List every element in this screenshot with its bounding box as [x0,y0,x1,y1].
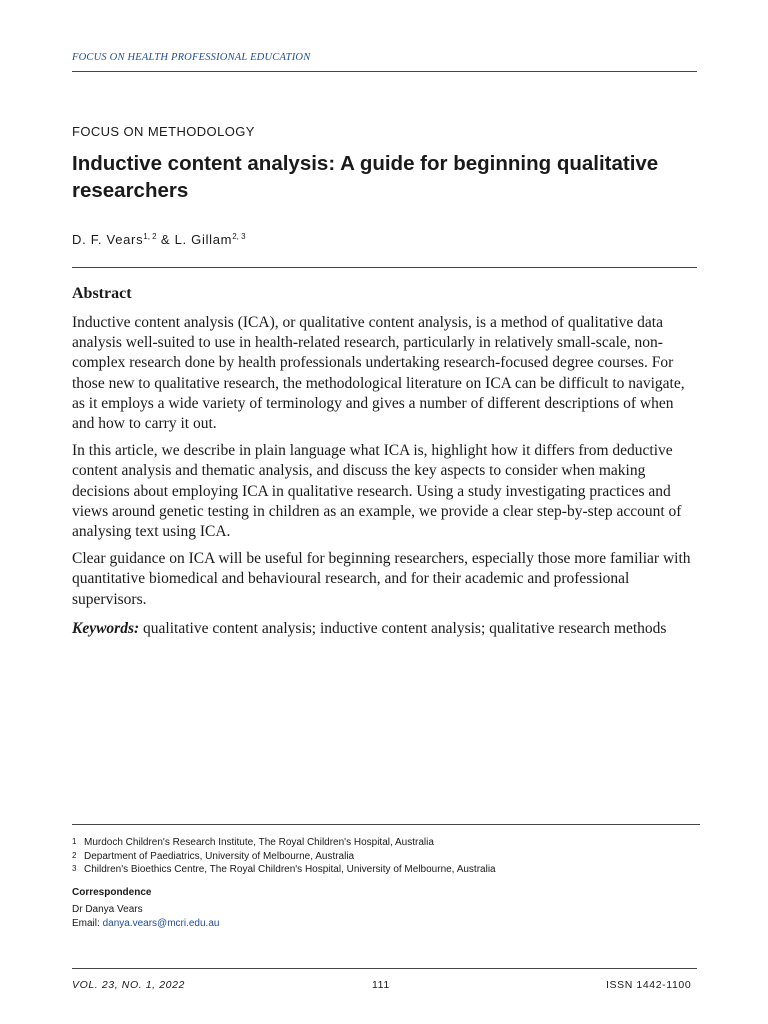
correspondence-name: Dr Danya Vears [72,904,143,915]
footer-divider [72,968,697,969]
email-link[interactable]: danya.vears@mcri.edu.au [102,917,220,929]
author-line [72,232,246,247]
article-title: Inductive content analysis: A guide for beginning qualitative researchers [72,152,659,202]
email-label: Email: [72,917,100,929]
page-number: 111 [372,979,390,991]
abstract-paragraph: In this article, we describe in plain language what ICA is, highlight how it differs from deductive content analysis and thematic analysis, and discuss the key aspects to consider when making decisions about employing ICA in qualitative research. Using a study investigating practices and views around genetic testing in children as an example, we provide a clear step-by-step account of analysing text using ICA. [72,442,682,541]
footnote-divider [72,824,700,825]
footnote-text: Department of Paediatrics, University of Melbourne, Australia [84,850,355,862]
footnote-item [72,836,698,850]
footnotes-section [72,836,698,930]
footnote-item [72,863,698,877]
correspondence-heading: Correspondence [72,886,152,898]
author-separator: & [156,232,175,247]
authors-divider [72,267,697,268]
abstract-section [72,284,698,646]
abstract-paragraph: Inductive content analysis (ICA), or qualitative content analysis, is a method of qualitative data analysis well-suited to use in health-related research, particularly in relatively small-scale, non-complex research done by health professionals undertaking research-focused degree courses. For those new to qualitative research, the methodological literature on ICA can be difficult to navigate, as it employs a wide variety of terminology and gives a number of different descriptions of when and how to carry it out. [72,314,685,433]
footnote-text: Murdoch Children's Research Institute, The Royal Children's Hospital, Australia [84,837,434,848]
correspondence-email-line [72,917,698,931]
author-name: D. F. Vears [72,232,144,247]
issn: ISSN 1442-1100 [606,979,692,991]
author-affiliation-marker: 1, 2 [143,232,157,241]
footnote-item [72,850,698,864]
footnote-number: 2 [72,850,77,860]
author-name: L. Gillam [174,232,233,247]
abstract-heading: Abstract [72,285,132,302]
author-affiliation-marker: 2, 3 [232,232,246,241]
volume-info: VOL. 23, NO. 1, 2022 [72,979,185,991]
footnote-number: 1 [72,837,77,846]
footnote-number: 3 [72,864,77,873]
section-label: FOCUS ON METHODOLOGY [72,124,255,139]
keywords [72,619,698,639]
keywords-label: Keywords: [72,619,140,637]
running-head: FOCUS ON HEALTH PROFESSIONAL EDUCATION [72,52,311,63]
abstract-paragraph: Clear guidance on ICA will be useful for beginning researchers, especially those more familiar with quantitative biomedical and behavioural research, and for their academic and professional supervisors. [72,550,691,608]
header-divider [72,71,697,72]
keywords-text: qualitative content analysis; inductive content analysis; qualitative research methods [143,619,667,637]
footnote-text: Children's Bioethics Centre, The Royal Children's Hospital, University of Melbourne, Australia [84,864,496,875]
